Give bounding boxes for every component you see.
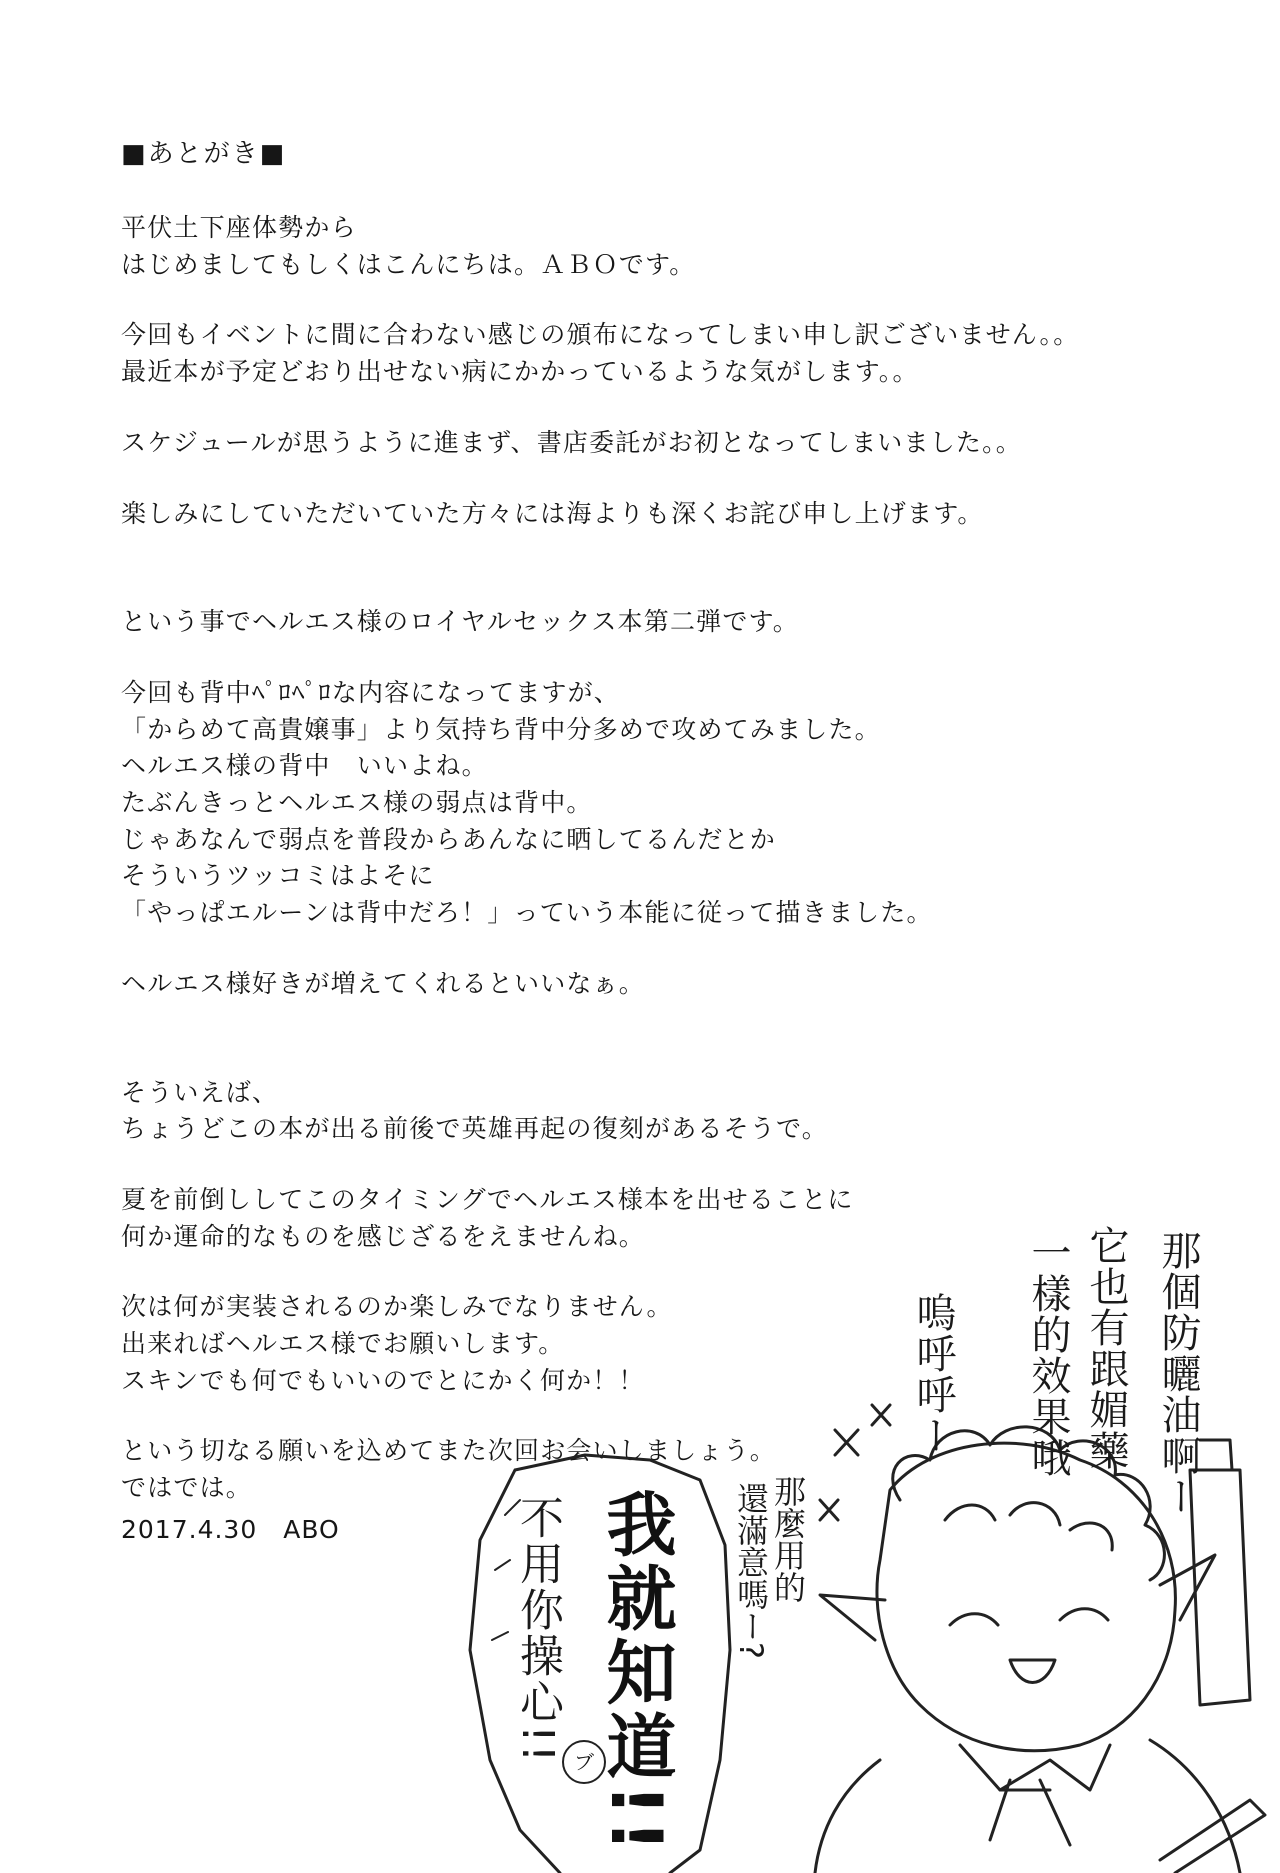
afterword-paragraph [121,317,1080,390]
dialogue-col-5: 那麼用的 [769,1475,807,1603]
afterword-paragraph [121,966,1051,1003]
afterword-line: 「からめて高貴嬢事」より気持ち背中分多めで攻めてみました。 [121,714,881,744]
afterword-line: そういうツッコミはよそに [121,861,435,891]
character-eye-left [950,1614,998,1625]
afterword-line: 次は何が実装されるのか楽しみでなりません。 [121,1292,673,1322]
afterword-line: じゃあなんで弱点を普段からあんなに晒してるんだとか [121,824,777,854]
afterword-line: 楽しみにしていただいていた方々には海よりも深くお詫び申し上げます。 [121,498,984,528]
dialogue-col-3: 一樣的效果哦 [1025,1232,1071,1478]
character-collar [960,1745,1110,1790]
afterword-line: 最近本が予定どおり出せない病にかかっているような気がします。。 [121,357,919,387]
afterword-line: 今回も背中ﾍﾟﾛﾍﾟﾛな内容になってますが、 [121,677,621,707]
sound-effect-mark: ブ [562,1740,606,1784]
afterword-line: 今回もイベントに間に合わない感じの頒布になってしまい申し訳ございません。。 [121,320,1080,350]
afterword-paragraph [121,675,1051,932]
afterword-heading: ■あとがき■ [121,139,287,169]
character-body [815,1740,1240,1873]
afterword-paragraph [121,1182,1051,1255]
character-ribbon [990,1780,1070,1845]
dialogue-col-1: 那個防曬油啊ー [1155,1230,1201,1517]
afterword-line: たぶんきっとヘルエス様の弱点は背中。 [121,788,593,818]
dialogue-col-4: 嗚呼呼ー [910,1292,956,1456]
afterword-line: 夏を前倒ししてこのタイミングでヘルエス様本を出せることに [121,1184,854,1214]
afterword-line: 平伏土下座体勢から [121,213,357,242]
afterword-paragraph [121,1075,1051,1148]
afterword-line: ヘルエス様好きが増えてくれるといいなぁ。 [121,968,646,998]
afterword-paragraph [121,425,1051,462]
speech-text-large: 我就知道!! [595,1488,677,1856]
afterword-line: 出来ればヘルエス様でお願いします。 [121,1329,565,1359]
afterword-line: そういえば、 [121,1077,279,1107]
afterword-paragraph [121,604,1051,641]
afterword-line: ではでは。 [121,1473,253,1503]
afterword-line: スキンでも何でもいいのでとにかく何か！！ [121,1365,645,1395]
afterword-line: 何か運命的なものを感じざるをえませんね。 [121,1221,646,1251]
afterword-line: ちょうどこの本が出る前後で英雄再起の復刻があるそうで。 [121,1114,828,1144]
afterword-line: 「やっぱエルーンは背中だろ！」っていう本能に従って描きました。 [121,898,933,928]
afterword-paragraph [121,496,1051,533]
character-ear-left [820,1595,885,1640]
afterword-line: という切なる願いを込めてまた次回お会いしましょう。 [121,1436,777,1466]
dialogue-col-2: 它也有跟媚藥 [1083,1225,1129,1471]
dialogue-col-6: 還滿意嗎ー? [732,1482,770,1659]
afterword-paragraph [121,210,1051,283]
character-mouth [1010,1660,1055,1683]
speech-text-small: 不用你操心!! [512,1495,563,1765]
afterword-line: という事でヘルエス様のロイヤルセックス本第二弾です。 [121,607,799,637]
date-signature: 2017.4.30 ABO [121,1515,340,1544]
afterword-line: ヘルエス様の背中 いいよね。 [121,751,488,781]
afterword-line: はじめましてもしくはこんにちは。ＡＢＯです。 [121,249,696,279]
afterword-line: スケジュールが思うように進まず、書店委託がお初となってしまいました。。 [121,427,1023,457]
character-ear-right [1160,1555,1215,1620]
character-eye-right [1060,1609,1108,1620]
